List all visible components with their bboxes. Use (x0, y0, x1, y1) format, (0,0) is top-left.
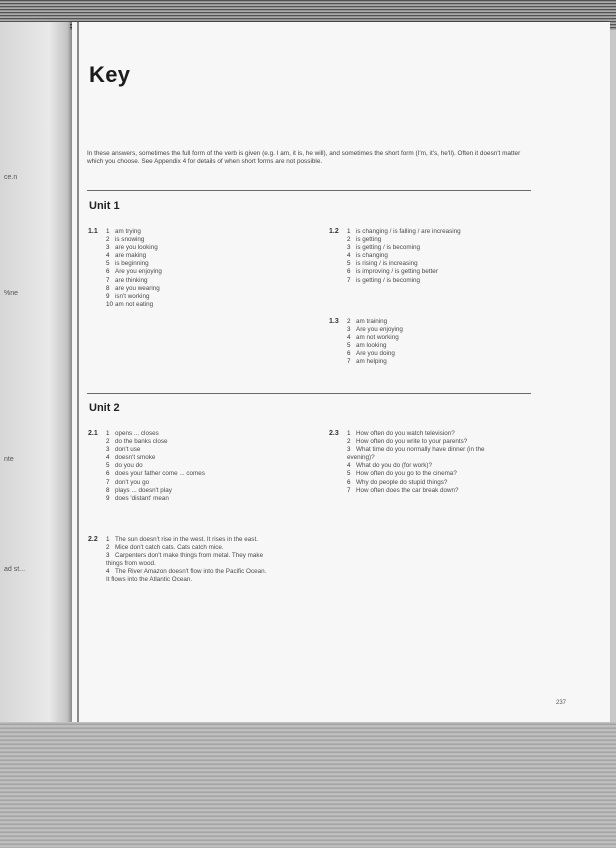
list-item: 5 is beginning (106, 260, 149, 268)
list-item: 4 are making (106, 252, 147, 260)
exercise-number: 1.1 (88, 228, 98, 235)
margin-note: nte (4, 456, 14, 463)
list-item: 7 am helping (347, 358, 387, 366)
list-item: 5 How often do you go to the cinema? (347, 470, 457, 478)
margin-note: ad st... (4, 566, 26, 573)
list-item: 2 How often do you write to your parents? (347, 438, 468, 446)
list-item: 4 The River Amazon doesn't flow into the Pacific Ocean. It flows into the Atlantic Ocean. (106, 568, 267, 584)
list-item: 1 am trying (106, 228, 141, 235)
intro-paragraph: In these answers, sometimes the full form of the verb is given (e.g. I am, it is, he will), and sometimes the short form (I'm, it's, he'll). Often it doesn't matter which you choose. See Appendix 4 for details of when short forms are not possible. (87, 150, 521, 166)
exercise-number: 1.3 (329, 318, 339, 325)
list-item: 7 don't you go (106, 478, 150, 486)
list-item: 2 do the banks close (106, 438, 168, 446)
exercise-number: 2.2 (88, 536, 98, 543)
list-item: 5 am looking (347, 342, 387, 350)
list-item: 7 are thinking (106, 276, 148, 284)
exercise-number: 1.2 (329, 228, 339, 235)
list-item: 2 is snowing (106, 236, 145, 244)
list-item: 6 does your father come ... comes (106, 470, 205, 478)
list-item: 6 Are you enjoying (106, 268, 162, 276)
list-item: 3 is getting / is becoming (347, 244, 421, 252)
list-item: 2 am training (347, 318, 388, 325)
list-item: 8 are you wearing (106, 284, 160, 292)
list-item: 5 do you do (106, 462, 143, 470)
list-item: 4 is changing (347, 252, 388, 260)
unit-heading: Unit 2 (89, 402, 120, 414)
list-item: 4 am not working (347, 334, 399, 342)
adjacent-page-margin (0, 22, 70, 727)
list-item: 8 plays ... doesn't play (106, 486, 172, 494)
margin-note: ce.n (4, 174, 18, 181)
exercise-number: 2.1 (88, 430, 98, 437)
list-item: 9 isn't working (106, 292, 150, 300)
list-item: 3 What time do you normally have dinner (in the evening)? (347, 446, 485, 462)
book-spine-edge (77, 22, 79, 727)
book-page (72, 22, 610, 727)
answer-list (106, 228, 162, 309)
answer-list (347, 228, 461, 285)
list-item: 4 doesn't smoke (106, 454, 156, 462)
list-item: 2 Mice don't catch cats. Cats catch mice. (106, 544, 224, 552)
list-item: 3 don't use (106, 446, 141, 454)
list-item: 10 am not eating (106, 300, 154, 308)
list-item: 7 is getting / is becoming (347, 276, 421, 284)
scan-edge-bottom (0, 722, 616, 848)
unit-divider (87, 393, 531, 394)
list-item: 9 does 'distant' mean (106, 494, 169, 502)
list-item: 3 are you looking (106, 244, 158, 252)
answer-list (106, 536, 271, 585)
list-item: 1 is changing / is falling / are increasing (347, 228, 461, 235)
answer-list (106, 430, 205, 503)
page-number: 237 (556, 700, 567, 706)
answer-list (347, 318, 403, 367)
list-item: 6 Why do people do stupid things? (347, 478, 448, 486)
list-item: 7 How often does the car break down? (347, 486, 459, 494)
list-item: 4 What do you do (for work)? (347, 462, 432, 470)
list-item: 6 is improving / is getting better (347, 268, 438, 276)
list-item: 1 How often do you watch television? (347, 430, 455, 437)
list-item: 1 The sun doesn't rise in the west. It rises in the east. (106, 536, 258, 543)
list-item: 2 is getting (347, 236, 382, 244)
page-title: Key (89, 62, 131, 87)
list-item: 3 Carpenters don't make things from metal. They make things from wood. (106, 552, 264, 568)
list-item: 6 Are you doing (347, 350, 395, 358)
answer-list (347, 430, 512, 495)
margin-note: %ne (4, 290, 19, 297)
unit-heading: Unit 1 (89, 200, 120, 212)
list-item: 1 opens ... closes (106, 430, 159, 437)
unit-divider (87, 190, 531, 191)
list-item: 3 Are you enjoying (347, 326, 403, 334)
exercise-number: 2.3 (329, 430, 339, 437)
list-item: 5 is rising / is increasing (347, 260, 418, 268)
